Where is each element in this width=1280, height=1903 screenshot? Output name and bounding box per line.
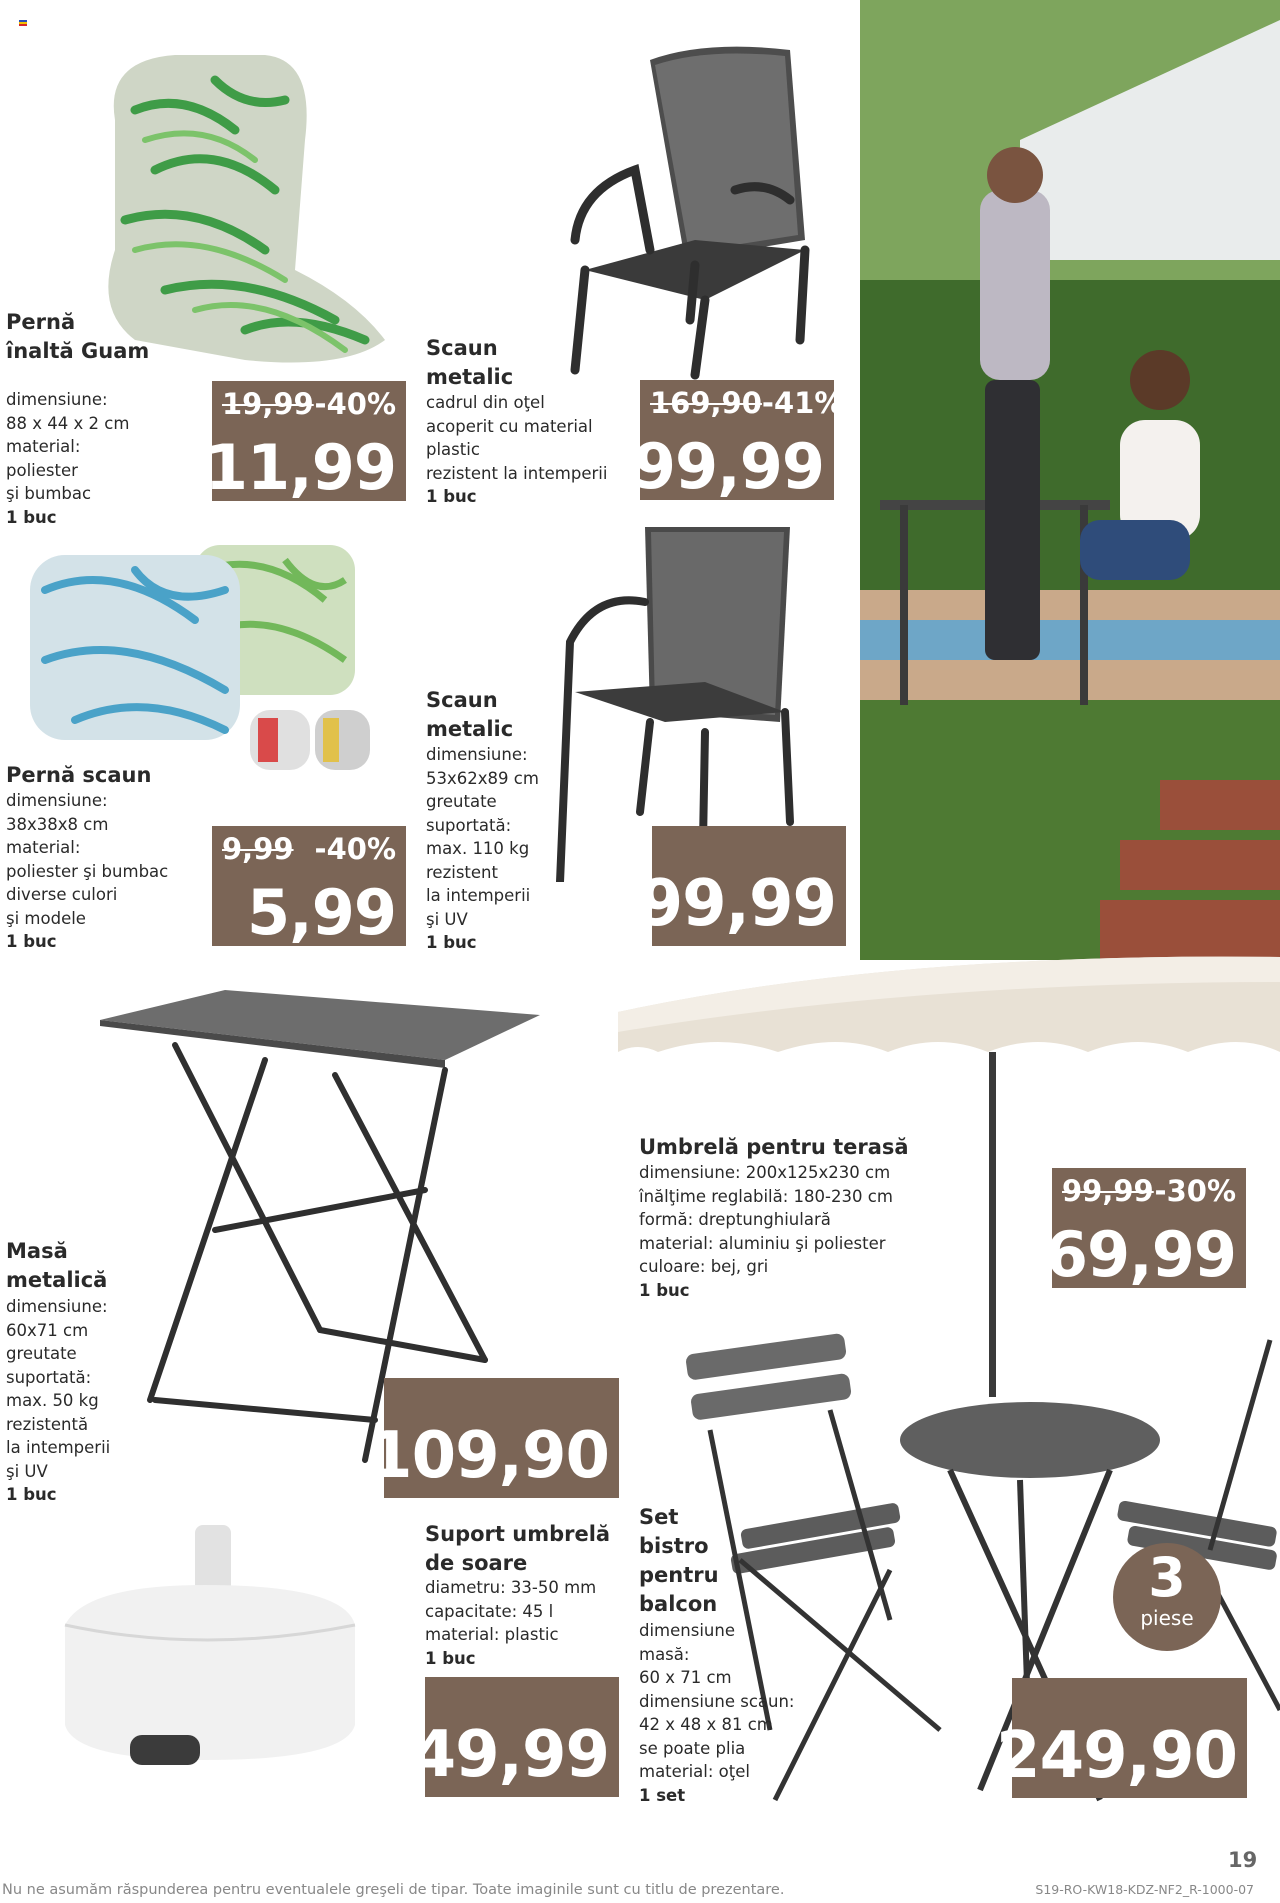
scaun-metalic-1-desc — [426, 391, 607, 509]
desc-line: cadrul din oţel — [426, 393, 545, 412]
title-line: metalic — [426, 717, 514, 741]
footer-code: S19-RO-KW18-KDZ-NF2_R-1000-07 — [1035, 1882, 1254, 1897]
desc-line: dimensiune: 200x125x230 cm — [639, 1163, 891, 1182]
scaun-metalic-2-price-box — [638, 826, 846, 946]
quantity: 1 buc — [6, 507, 57, 527]
discount-badge: -30% — [1154, 1174, 1236, 1208]
desc-line: dimensiune scaun: — [639, 1691, 795, 1711]
scaun-metalic-1-image — [555, 40, 815, 380]
desc-line: dimensiune: — [6, 1297, 108, 1316]
title-line: bistro — [639, 1534, 709, 1558]
perna-guam-title — [6, 308, 149, 366]
desc-line: 53x62x89 cm — [426, 768, 539, 788]
quantity: 1 buc — [6, 1485, 57, 1504]
desc-line: diverse culori — [6, 885, 118, 904]
old-price: 19,99 — [222, 387, 314, 421]
desc-line: formă: dreptunghiulară — [639, 1210, 831, 1229]
desc-line: 60x71 cm — [6, 1320, 89, 1340]
title-line: înaltă Guam — [6, 339, 150, 363]
title-line: Scaun — [426, 336, 498, 360]
desc-line: material: — [6, 437, 81, 456]
title-line: Masă — [6, 1239, 68, 1263]
quantity: 1 set — [639, 1785, 686, 1805]
title-line: Suport umbrelă — [425, 1522, 611, 1546]
set-bistro-price-box — [996, 1678, 1247, 1798]
old-price: 99,99 — [1062, 1174, 1154, 1208]
perna-scaun-title — [6, 761, 151, 790]
desc-line: capacitate: 45 l — [425, 1601, 554, 1621]
desc-line: dimensiune: — [6, 791, 108, 810]
umbrela-price-box — [1044, 1168, 1246, 1291]
flag-icon — [19, 20, 27, 26]
price: 49,99 — [411, 1718, 609, 1792]
scaun-metalic-1-price-box — [632, 380, 844, 503]
price: 5,99 — [247, 876, 396, 949]
desc-line: rezistent la intemperii — [426, 463, 608, 483]
title-line: Set — [639, 1505, 679, 1529]
desc-line: masă: — [639, 1644, 690, 1664]
desc-line: material: — [6, 838, 81, 857]
desc-line: rezistentă — [6, 1414, 89, 1434]
umbrela-title — [639, 1133, 909, 1162]
suport-umbrela-title — [425, 1520, 610, 1578]
desc-line: 88 x 44 x 2 cm — [6, 413, 130, 433]
umbrela-desc — [639, 1161, 893, 1302]
scaun-metalic-1-title — [426, 334, 513, 392]
price: 99,99 — [638, 867, 836, 941]
perna-scaun-price-box — [212, 826, 406, 949]
desc-line: 38x38x8 cm — [6, 814, 109, 834]
desc-line: dimensiune: — [426, 745, 528, 764]
desc-line: poliester — [6, 460, 78, 480]
title-line: de soare — [425, 1551, 528, 1575]
suport-umbrela-image — [55, 1525, 365, 1765]
desc-line: material: plastic — [425, 1625, 559, 1644]
suport-umbrela-price-box — [411, 1677, 619, 1797]
quantity: 1 buc — [6, 932, 57, 951]
pieces-badge — [1113, 1543, 1221, 1651]
desc-line: 42 x 48 x 81 cm — [639, 1715, 773, 1734]
desc-line: şi modele — [6, 908, 86, 928]
title-line: Umbrelă pentru terasă — [639, 1135, 909, 1159]
scaun-metalic-2-desc — [426, 743, 539, 955]
perna-scaun-desc — [6, 789, 168, 954]
desc-line: 60 x 71 cm — [639, 1668, 732, 1687]
title-line: balcon — [639, 1592, 718, 1616]
old-price: 169,90 — [650, 386, 762, 420]
desc-line: max. 110 kg — [426, 839, 530, 858]
title-line: Scaun — [426, 688, 498, 712]
perna-guam-desc — [6, 388, 129, 529]
masa-metalica-desc — [6, 1295, 110, 1507]
price: 249,90 — [996, 1719, 1237, 1793]
title-line: Pernă scaun — [6, 763, 152, 787]
desc-line: la intemperii — [426, 886, 531, 905]
perna-scaun-image — [25, 540, 370, 785]
masa-metalica-price-box — [368, 1378, 619, 1498]
quantity: 1 buc — [425, 1648, 476, 1668]
desc-line: şi UV — [426, 909, 468, 929]
pieces-count: 3 — [1148, 1546, 1186, 1609]
lifestyle-photo — [860, 0, 1280, 960]
price: 99,99 — [632, 430, 824, 503]
title-line: Pernă — [6, 310, 76, 334]
desc-line: diametru: 33-50 mm — [425, 1578, 597, 1597]
title-line: metalic — [426, 365, 514, 389]
desc-line: şi bumbac — [6, 484, 92, 503]
desc-line: la intemperii — [6, 1438, 111, 1457]
desc-line: suportată: — [426, 815, 512, 835]
desc-line: dimensiune — [639, 1621, 735, 1640]
price: 11,99 — [204, 431, 396, 504]
price: 109,90 — [368, 1419, 609, 1493]
desc-line: plastic — [426, 440, 480, 459]
desc-line: material: aluminiu şi poliester — [639, 1233, 886, 1253]
quantity: 1 buc — [426, 933, 477, 952]
discount-badge: -40% — [314, 387, 396, 421]
masa-metalica-title — [6, 1237, 107, 1295]
quantity: 1 buc — [426, 487, 477, 506]
old-price: 9,99 — [222, 832, 294, 866]
set-bistro-desc — [639, 1619, 795, 1807]
title-line: metalică — [6, 1268, 108, 1292]
price: 69,99 — [1044, 1218, 1236, 1291]
discount-badge: -41% — [761, 386, 844, 420]
desc-line: culoare: bej, gri — [639, 1257, 769, 1276]
desc-line: greutate — [426, 792, 497, 811]
desc-line: material: oţel — [639, 1762, 750, 1781]
desc-line: şi UV — [6, 1461, 48, 1481]
discount-badge: -40% — [314, 832, 396, 866]
desc-line: suportată: — [6, 1367, 92, 1387]
scaun-metalic-2-title — [426, 686, 513, 744]
title-line: pentru — [639, 1563, 719, 1587]
desc-line: se poate plia — [639, 1738, 746, 1758]
desc-line: greutate — [6, 1344, 77, 1363]
quantity: 1 buc — [639, 1280, 690, 1300]
footer-disclaimer: Nu ne asumăm răspunderea pentru eventualele greşeli de tipar. Toate imaginile sunt cu titlu de prezentare. — [2, 1882, 785, 1898]
desc-line: acoperit cu material — [426, 416, 593, 436]
set-bistro-title — [639, 1503, 719, 1619]
page-number: 19 — [1228, 1848, 1258, 1872]
desc-line: rezistent — [426, 862, 498, 882]
desc-line: max. 50 kg — [6, 1391, 99, 1410]
suport-umbrela-desc — [425, 1576, 596, 1670]
desc-line: înălţime reglabilă: 180-230 cm — [639, 1186, 893, 1206]
perna-guam-price-box — [204, 381, 406, 504]
desc-line: dimensiune: — [6, 390, 108, 409]
pieces-label: piese — [1140, 1606, 1194, 1630]
desc-line: poliester şi bumbac — [6, 861, 169, 881]
